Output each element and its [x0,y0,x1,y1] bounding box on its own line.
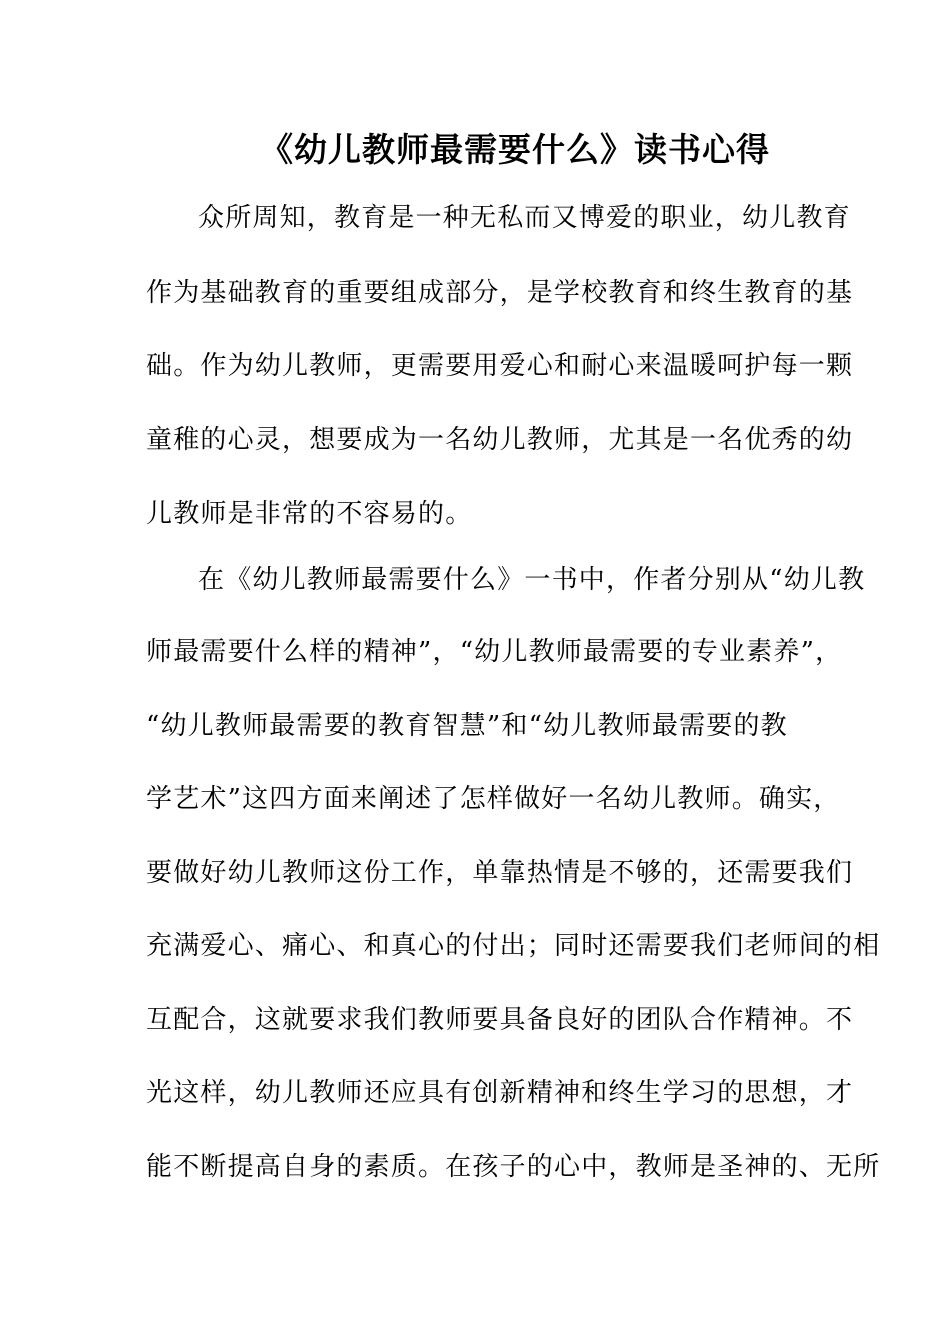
paragraph-line: 儿教师是非常的不容易的。 [146,499,473,529]
paragraph-line: 作为基础教育的重要组成部分，是学校教育和终生教育的基 [146,278,854,308]
paragraph-line: “幼儿教师最需要的教育智慧”和“幼儿教师最需要的教 [146,711,788,741]
paragraph-line: 光这样，幼儿教师还应具有创新精神和终生学习的思想，才 [146,1078,854,1108]
paragraph-line: 在《幼儿教师最需要什么》一书中，作者分别从“幼儿教 [198,565,866,595]
document-title: 《幼儿教师最需要什么》读书心得 [260,130,770,169]
paragraph-line: 学艺术”这四方面来阐述了怎样做好一名幼儿教师。确实， [146,784,841,814]
paragraph-line: 童稚的心灵，想要成为一名幼儿教师，尤其是一名优秀的幼 [146,425,854,455]
paragraph-line: 能不断提高自身的素质。在孩子的心中，教师是圣神的、无所 [146,1152,881,1182]
paragraph-line: 师最需要什么样的精神”，“幼儿教师最需要的专业素养”， [146,637,843,667]
paragraph-line: 充满爱心、痛心、和真心的付出；同时还需要我们老师间的相 [146,931,881,961]
paragraph-line: 众所周知，教育是一种无私而又博爱的职业，幼儿教育 [198,203,851,233]
paragraph-line: 础。作为幼儿教师，更需要用爱心和耐心来温暖呵护每一颗 [146,351,854,381]
paragraph-line: 要做好幼儿教师这份工作，单靠热情是不够的，还需要我们 [146,858,854,888]
paragraph-line: 互配合，这就要求我们教师要具备良好的团队合作精神。不 [146,1005,854,1035]
